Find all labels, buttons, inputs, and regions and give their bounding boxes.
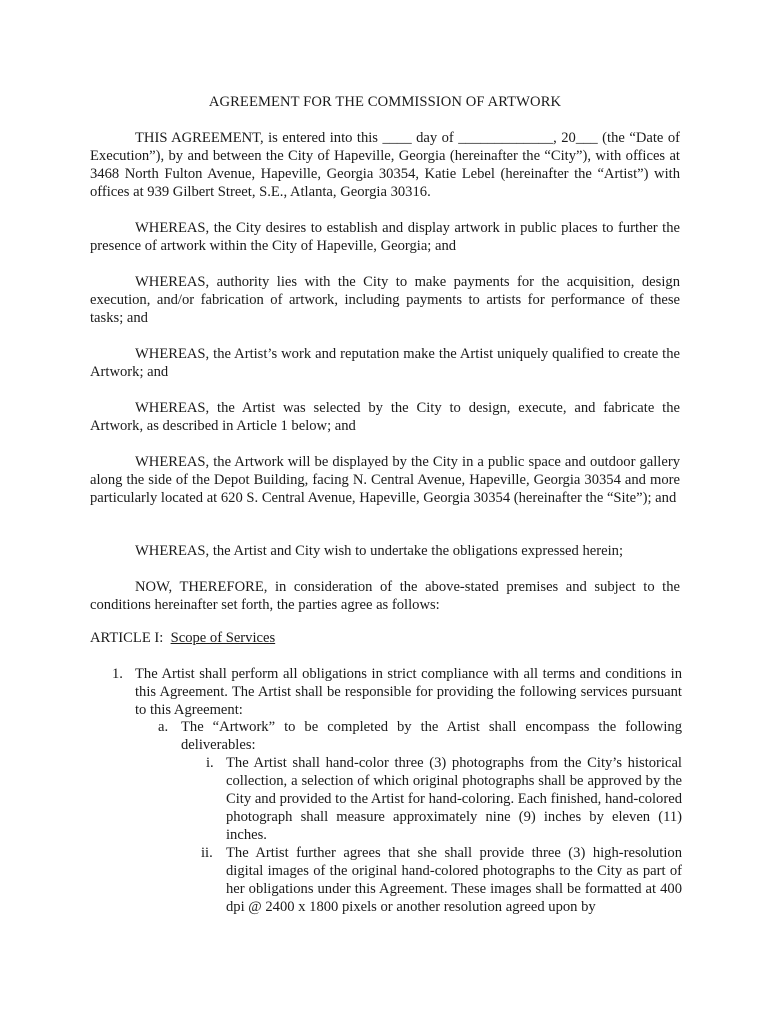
roman-item-text: The Artist shall hand-color three (3) photographs from the City’s historical collection, a selection of which original photographs shall be approved by the City and provided to the Artist for hand-coloring. Each finished, hand-colored photograph shall measure approximately nine (9) inches by eleven (11) inches. (226, 755, 682, 843)
sub-item-text: The “Artwork” to be completed by the Artist shall encompass the following deliverables: (181, 719, 682, 753)
sub-item-letter: a. (158, 719, 169, 735)
roman-numeral: ii. (201, 845, 213, 861)
article-prefix: ARTICLE I: (90, 630, 164, 646)
paragraph-whereas-authority: WHEREAS, authority lies with the City to make payments for the acquisition, design execution, and/or fabrication of artwork, including payments to artists for performance of these tasks; and (90, 274, 680, 326)
paragraph-now-therefore: NOW, THEREFORE, in consideration of the above-stated premises and subject to the conditions hereinafter set forth, the parties agree as follows: (90, 579, 680, 613)
paragraph-whereas-displayed: WHEREAS, the Artwork will be displayed by the City in a public space and outdoor gallery along the side of the Depot Building, facing N. Central Avenue, Hapeville, Georgia 30354 and more particularly located at 620 S. Central Avenue, Hapeville, Georgia 30354 (hereinafter the “Site”); and (90, 454, 680, 506)
item-number: 1. (112, 666, 123, 682)
roman-numeral: i. (206, 755, 214, 771)
article-title: Scope of Services (170, 630, 276, 646)
paragraph-date-of-execution: THIS AGREEMENT, is entered into this ____ day of _____________, 20___ (the “Date of Execution”), by and between the City of Hapeville, Georgia (hereinafter the “City”), with offices at 3468 North Fulton Avenue, Hapeville, Georgia 30354, Katie Lebel (hereinafter the “Artist”) with offices at 939 Gilbert Street, S.E., Atlanta, Georgia 30316. (90, 130, 680, 200)
paragraph-whereas-reputation: WHEREAS, the Artist’s work and reputation make the Artist uniquely qualified to create the Artwork; and (90, 346, 680, 380)
paragraph-whereas-establish: WHEREAS, the City desires to establish and display artwork in public places to further the presence of artwork within the City of Hapeville, Georgia; and (90, 220, 680, 254)
article-heading (90, 629, 275, 647)
roman-item-text: The Artist further agrees that she shall provide three (3) high-resolution digital images of the original hand-colored photographs to the City as part of her obligations under this Agreement. These images shall be formatted at 400 dpi @ 2400 x 1800 pixels or another resolution agreed upon by (226, 845, 682, 915)
item-text: The Artist shall perform all obligations in strict compliance with all terms and conditions in this Agreement. The Artist shall be responsible for providing the following services pursuant to this Agreement: (135, 666, 682, 718)
paragraph-whereas-obligations: WHEREAS, the Artist and City wish to undertake the obligations expressed herein; (135, 543, 623, 559)
document-title: AGREEMENT FOR THE COMMISSION OF ARTWORK (208, 94, 562, 110)
paragraph-whereas-selected: WHEREAS, the Artist was selected by the City to design, execute, and fabricate the Artwork, as described in Article 1 below; and (90, 400, 680, 434)
